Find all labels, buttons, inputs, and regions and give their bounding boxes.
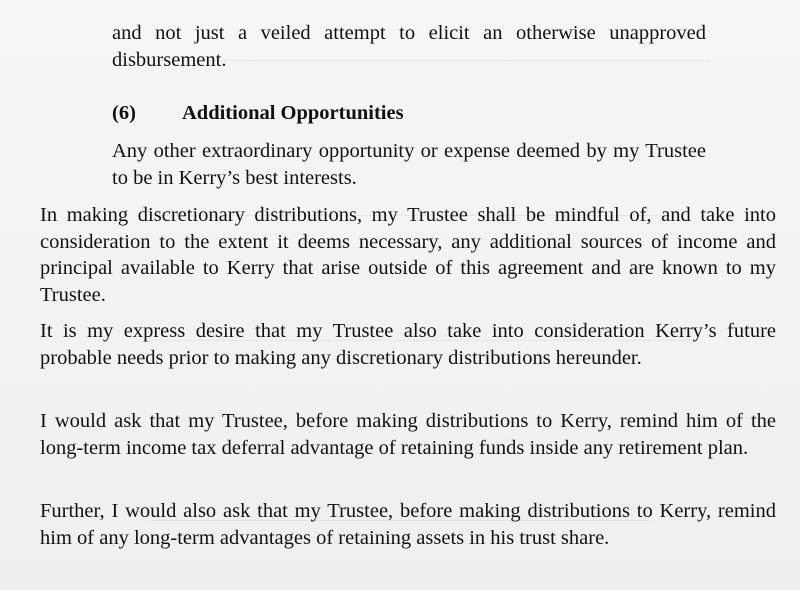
section-number: (6) — [112, 102, 136, 124]
paragraph-future-needs: It is my express desire that my Trustee also take into consideration Kerry’s future probable needs prior to making any discretionary distributions hereunder. — [40, 320, 776, 369]
section-title: Additional Opportunities — [182, 102, 404, 124]
paragraph-intro: and not just a veiled attempt to elicit an otherwise unapproved disbursement. — [112, 22, 706, 71]
paragraph-trust-share: Further, I would also ask that my Trustee, before making distributions to Kerry, remind him of any long-term advantages of retaining assets in his trust share. — [40, 500, 776, 549]
section-heading — [112, 100, 404, 126]
paragraph-tax-deferral: I would ask that my Trustee, before making distributions to Kerry, remind him of the long-term income tax deferral advantage of retaining funds inside any retirement plan. — [40, 410, 776, 459]
paragraph-discretionary: In making discretionary distributions, my Trustee shall be mindful of, and take into consideration to the extent it deems necessary, any additional sources of income and principal available to Kerry that arise outside of this agreement and are known to my Trustee. — [40, 204, 776, 306]
paragraph-section-body: Any other extraordinary opportunity or expense deemed by my Trustee to be in Kerry’s best interests. — [112, 140, 706, 189]
